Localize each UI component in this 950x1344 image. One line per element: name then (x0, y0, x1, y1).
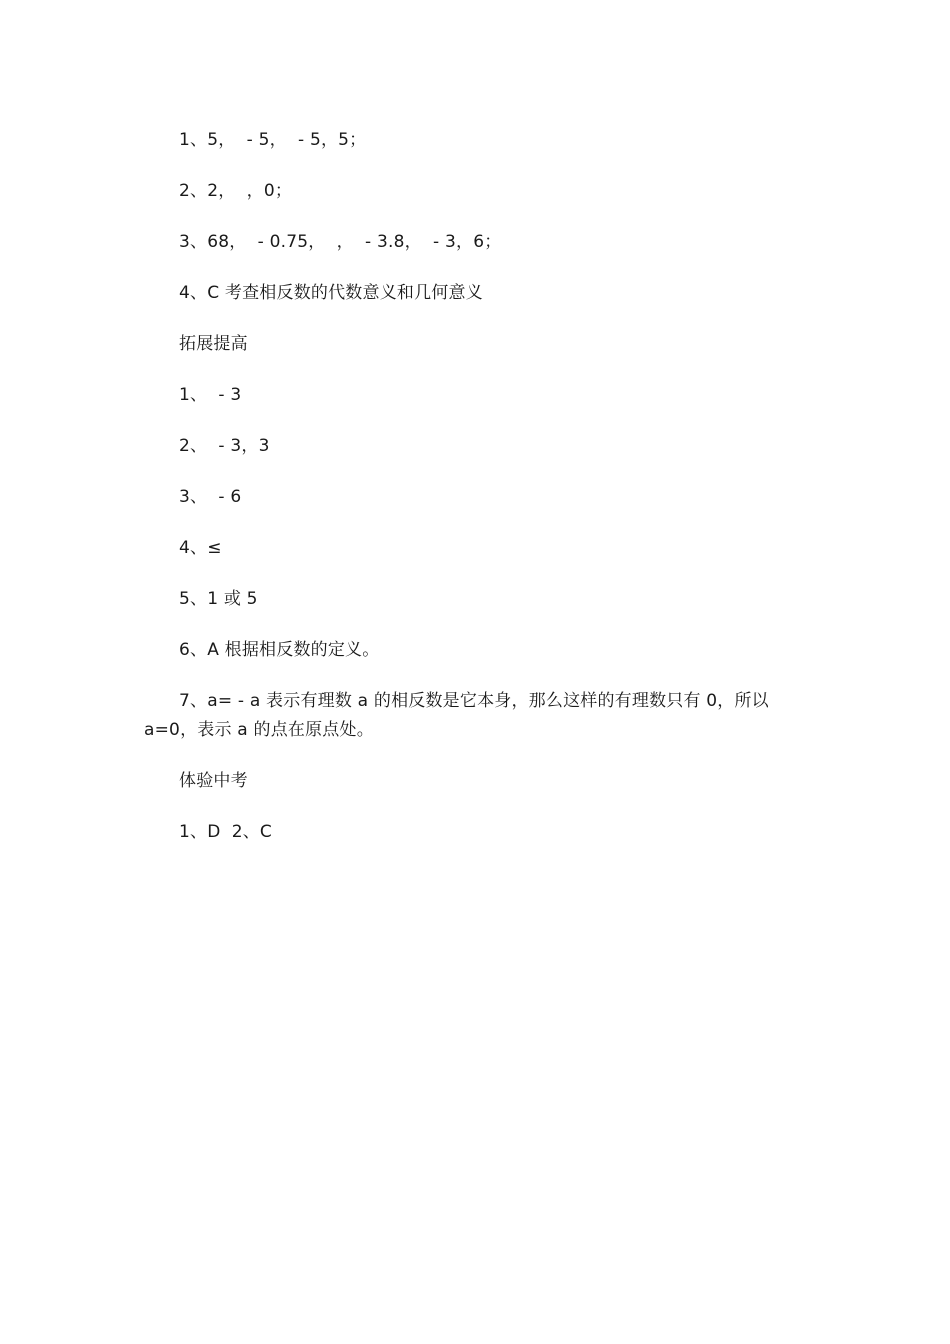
section-heading: 体验中考 (179, 771, 248, 791)
answer-line: 1、 - 3 (179, 385, 242, 405)
answer-paragraph: 7、a= - a 表示有理数 a 的相反数是它本身，那么这样的有理数只有 0，所以 a=0，表示 a 的点在原点处。 (144, 691, 775, 740)
answer-line: 3、 - 6 (179, 487, 242, 507)
answer-line: 3、68， - 0.75， ， - 3.8， - 3，6； (179, 232, 502, 252)
answer-line: 4、≤ (179, 538, 222, 558)
answer-line: 6、A 根据相反数的定义。 (179, 640, 380, 660)
answer-line: 2、2， ，0； (179, 181, 293, 201)
answer-line: 4、C 考查相反数的代数意义和几何意义 (179, 283, 483, 303)
answer-line: 1、D 2、C (179, 822, 272, 842)
answer-line: 2、 - 3，3 (179, 436, 270, 456)
answer-line: 1、5， - 5， - 5，5； (179, 130, 367, 150)
section-heading: 拓展提高 (179, 334, 248, 354)
answer-line: 5、1 或 5 (179, 589, 258, 609)
